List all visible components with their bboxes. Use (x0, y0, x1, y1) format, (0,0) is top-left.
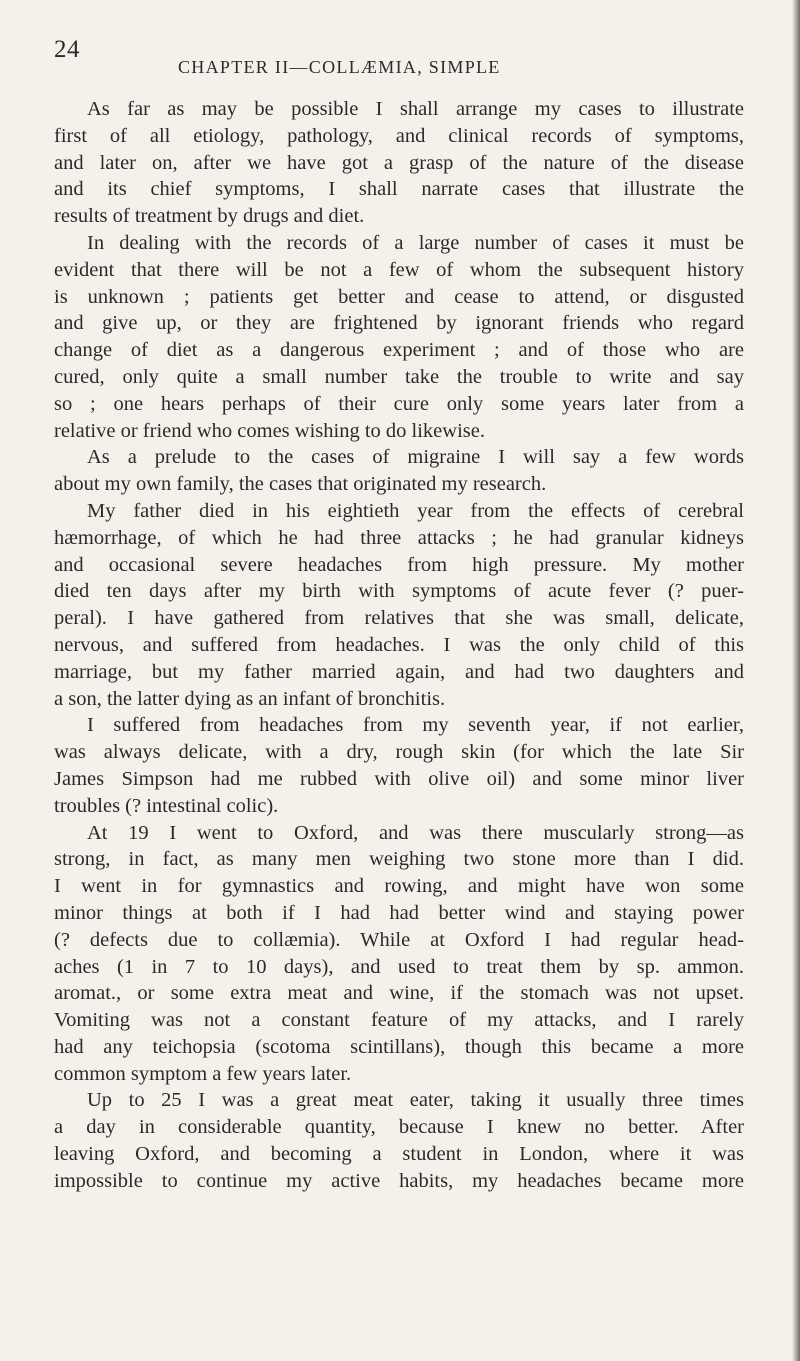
text-line: change of diet as a dangerous experiment ; and of those who are (54, 339, 744, 362)
text-line: James Simpson had me rubbed with olive oil) and some minor liver (54, 767, 744, 790)
text-line: aromat., or some extra meat and wine, if the stomach was not upset. (54, 982, 744, 1005)
page-number: 24 (54, 36, 80, 63)
text-line: common symptom a few years later. (54, 1062, 352, 1085)
text-line: was always delicate, with a dry, rough skin (for which the late Sir (54, 741, 744, 764)
text-line: had any teichopsia (scotoma scintillans), though this became a more (54, 1035, 744, 1058)
text-line: died ten days after my birth with symptoms of acute fever (? puer- (54, 580, 744, 603)
text-line: cured, only quite a small number take the trouble to write and say (54, 365, 744, 388)
text-line: aches (1 in 7 to 10 days), and used to treat them by sp. ammon. (54, 955, 744, 978)
text-line: minor things at both if I had had better wind and staying power (54, 901, 744, 924)
text-line: I went in for gymnastics and rowing, and might have won some (54, 875, 744, 898)
text-line: My father died in his eightieth year from the effects of cerebral (87, 499, 744, 522)
body-text (54, 96, 744, 1195)
text-line: first of all etiology, pathology, and clinical records of symptoms, (54, 124, 744, 147)
page-edge-shadow (792, 0, 800, 1361)
text-line: impossible to continue my active habits, my headaches became more (54, 1169, 744, 1192)
text-line: peral). I have gathered from relatives that she was small, delicate, (54, 607, 744, 630)
text-line: As far as may be possible I shall arrange my cases to illustrate (87, 98, 744, 120)
text-line: Vomiting was not a constant feature of my attacks, and I rarely (54, 1009, 744, 1032)
text-line: (? defects due to collæmia). While at Oxford I had regular head- (54, 928, 744, 951)
text-line: nervous, and suffered from headaches. I was the only child of this (54, 633, 744, 656)
text-line: and later on, after we have got a grasp of the nature of the disease (54, 151, 744, 174)
text-line: As a prelude to the cases of migraine I will say a few words (87, 446, 744, 469)
text-line: and occasional severe headaches from high pressure. My mother (54, 553, 744, 576)
text-line: so ; one hears perhaps of their cure only some years later from a (54, 392, 744, 415)
text-line: and give up, or they are frightened by ignorant friends who regard (54, 312, 744, 335)
running-head: CHAPTER II—COLLÆMIA, SIMPLE (178, 57, 501, 77)
text-line: Up to 25 I was a great meat eater, taking it usually three times (87, 1089, 744, 1112)
text-line: strong, in fact, as many men weighing two stone more than I did. (54, 848, 744, 871)
text-line: a son, the latter dying as an infant of bronchitis. (54, 687, 446, 710)
text-line: and its chief symptoms, I shall narrate cases that illustrate the (54, 178, 744, 201)
text-line: relative or friend who comes wishing to do likewise. (54, 419, 485, 442)
text-line: results of treatment by drugs and diet. (54, 205, 365, 228)
text-line: leaving Oxford, and becoming a student in London, where it was (54, 1143, 744, 1166)
text-line: is unknown ; patients get better and cease to attend, or disgusted (54, 285, 744, 308)
text-line: evident that there will be not a few of whom the subsequent history (54, 258, 744, 281)
text-line: In dealing with the records of a large number of cases it must be (87, 231, 744, 254)
text-line: a day in considerable quantity, because I knew no better. After (54, 1116, 744, 1139)
text-line: I suffered from headaches from my seventh year, if not earlier, (87, 714, 744, 737)
text-line: about my own family, the cases that originated my research. (54, 473, 547, 496)
text-line: At 19 I went to Oxford, and was there muscularly strong—as (87, 821, 744, 844)
text-line: marriage, but my father married again, and had two daughters and (54, 660, 744, 683)
text-line: hæmorrhage, of which he had three attacks ; he had granular kidneys (54, 526, 744, 549)
text-line: troubles (? intestinal colic). (54, 794, 279, 817)
